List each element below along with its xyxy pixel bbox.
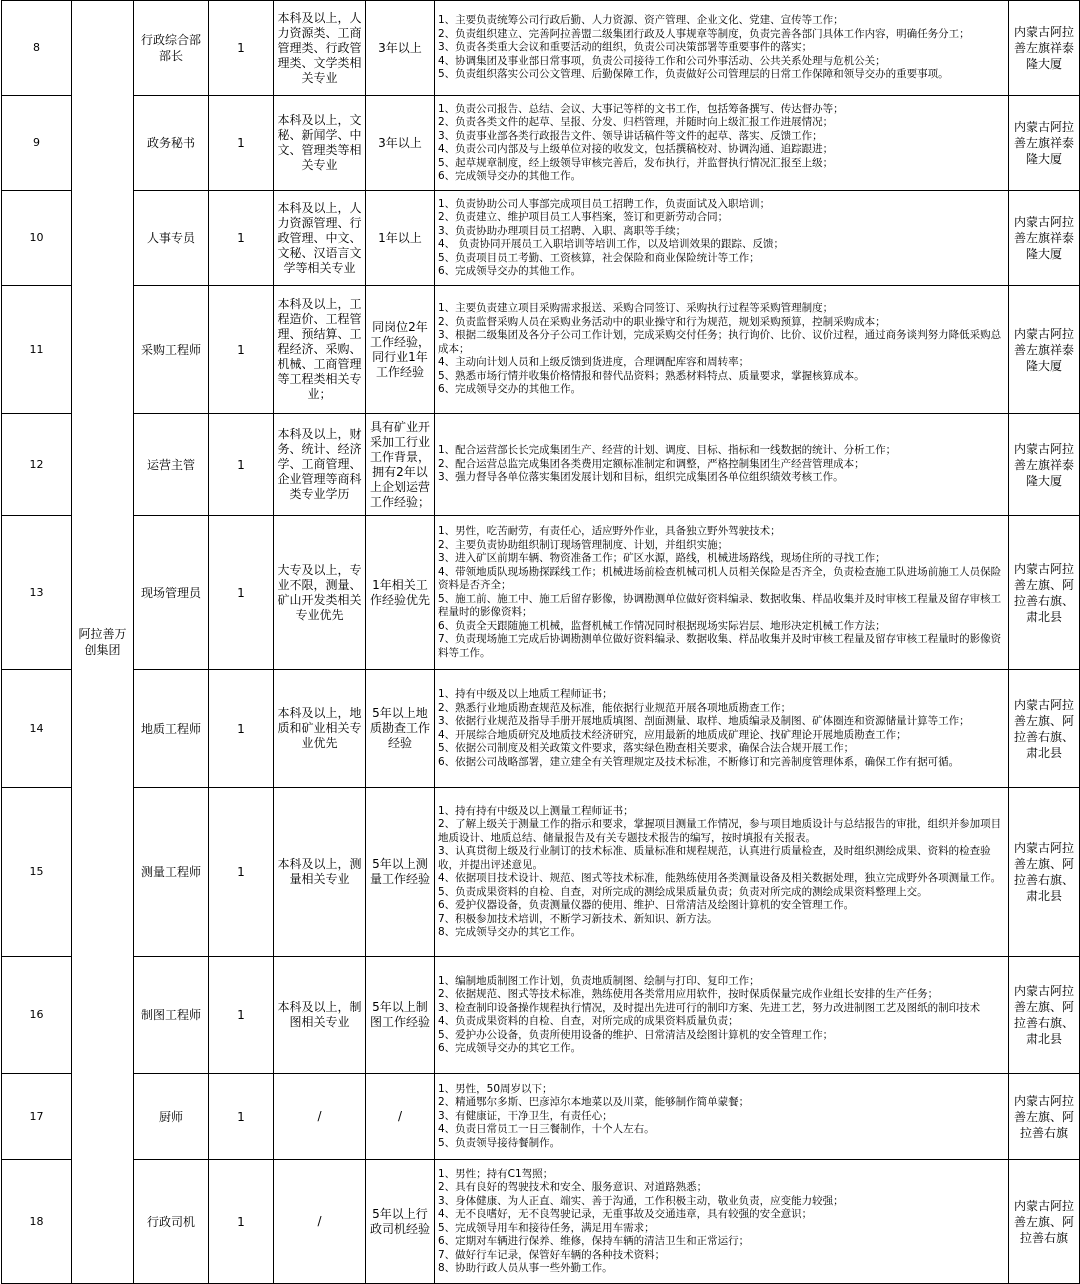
- experience-requirement: 5年以上行政司机经验: [366, 1160, 435, 1284]
- education-requirement: /: [274, 1074, 366, 1160]
- duty-item: 4、负责成果资料的自检、自查，对所完成的成果资料质量负责；: [438, 1015, 739, 1027]
- experience-requirement: 具有矿业开采加工行业工作背景，拥有2年以上企划运营工作经验；: [366, 414, 435, 516]
- row-number: 14: [2, 670, 72, 788]
- duty-item: 1、配合运营部长长完成集团生产、经营的计划、调度、目标、指标和一线数据的统计、分析工作；: [438, 444, 897, 457]
- education-requirement: 本科及以上，测量相关专业: [274, 788, 366, 957]
- duty-item: 1、男性；持有C1驾照；: [438, 1167, 554, 1180]
- position-name: 厨师: [134, 1074, 209, 1160]
- work-location: 内蒙古阿拉善左旗祥泰隆大厦: [1009, 191, 1080, 286]
- duty-list: [435, 957, 1009, 1074]
- duty-item: 3、有健康证，干净卫生，有责任心；: [438, 1109, 613, 1122]
- row-number: 8: [2, 1, 72, 96]
- duty-item: 3、身体健康、为人正直、端实、善于沟通，工作积极主动，敬业负责，应变能力较强；: [438, 1194, 844, 1207]
- duty-item: 2、配合运营总监完成集团各类费用定额标准制定和调整，严格控制集团生产经营管理成本；: [438, 457, 865, 470]
- duty-item: 7、积极参加技术培训，不断学习新技术、新知识、新方法。: [438, 912, 718, 925]
- duty-item: 3、依据行业规范及指导手册开展地质填图、剖面测量、取样、地质编录及制图、矿体圈连和资源储量计算等工作；: [438, 715, 970, 727]
- table-body: [2, 1, 1080, 1284]
- duty-item: 1、负责公司报告、总结、会议、大事记等样的文书工作，包括筹备撰写、传达督办等；: [438, 102, 844, 115]
- experience-requirement: 5年以上测量工作经验: [366, 788, 435, 957]
- row-number: 16: [2, 957, 72, 1074]
- duty-item: 4、主动向计划人员和上级反馈到货进度，合理调配库容和周转率；: [438, 356, 750, 369]
- education-requirement: 本科及以上，地质和矿业相关专业优先: [274, 670, 366, 788]
- duty-item: 4、协调集团及事业部日常事项，负责公司接待工作和公司外事活动、公共关系处理与危机公关；: [438, 54, 886, 67]
- experience-requirement: 3年以上: [366, 96, 435, 191]
- table-row: [2, 286, 1080, 414]
- duty-list: [435, 788, 1009, 957]
- duty-item: 3、认真贯彻上级及行业制订的技术标准、质量标准和规程规范，认真进行质量检查，及时组织测绘成果、资料的检查验收，并提出评述意见。: [438, 845, 991, 871]
- duty-item: 2、具有良好的驾驶技术和安全、服务意识、对道路熟悉；: [438, 1181, 708, 1193]
- headcount: 1: [209, 1160, 274, 1284]
- position-name: 采购工程师: [134, 286, 209, 414]
- duty-item: 4、带领地质队现场勘探踩线工作；机械进场前检查机械司机人员相关保险是否齐全，负责检查施工队进场前施工人员保险资料是否齐全；: [438, 565, 1002, 591]
- duty-item: 1、负责协助公司人事部完成项目员工招聘工作，负责面试及入职培训；: [438, 197, 771, 210]
- duty-item: 3、负责事业部各类行政报告文件、领导讲话稿件等文件的起草、落实、反馈工作；: [438, 129, 823, 142]
- duty-item: 2、负责组织建立、完善阿拉善盟二级集团行政及人事规章等制度，负责完善各部门具体工作内容，明确任务分工；: [438, 27, 970, 40]
- duty-item: 3、强力督导各单位落实集团发展计划和目标，组织完成集团各单位组织绩效考核工作。: [438, 471, 844, 484]
- row-number: 11: [2, 286, 72, 414]
- table-row: [2, 516, 1080, 670]
- table-row: [2, 670, 1080, 788]
- experience-requirement: 3年以上: [366, 1, 435, 96]
- row-number: 13: [2, 516, 72, 670]
- work-location: 内蒙古阿拉善左旗祥泰隆大厦: [1009, 414, 1080, 516]
- duty-item: 4、依据项目技术设计、规范、图式等技术标准，能熟练使用各类测量设备及相关数据处理，独立完成野外各项测量工作。: [438, 872, 1002, 884]
- experience-requirement: 1年以上: [366, 191, 435, 286]
- position-name: 政务秘书: [134, 96, 209, 191]
- duty-item: 7、负责现场施工完成后协调勘测单位做好资料编录、数据收集、样品收集并及时审核工程量及留存审核工程量时的影像资料等工作。: [438, 633, 1002, 659]
- duty-item: 5、熟悉市场行情并收集价格情报和替代品资料；熟悉材料特点、质量要求，掌握核算成本。: [438, 369, 865, 382]
- education-requirement: 大专及以上，专业不限，测量、矿山开发类相关专业优先: [274, 516, 366, 670]
- work-location: 内蒙古阿拉善左旗祥泰隆大厦: [1009, 1, 1080, 96]
- table-row: [2, 96, 1080, 191]
- duty-item: 2、负责各类文件的起草、呈报、分发、归档管理，并随时向上级汇报工作进展情况；: [438, 116, 834, 128]
- experience-requirement: 同岗位2年工作经验，同行业1年工作经验: [366, 286, 435, 414]
- headcount: 1: [209, 1, 274, 96]
- duty-item: 2、熟悉行业地质勘查规范及标准，能依据行业规范开展各项地质勘查工作；: [438, 701, 792, 714]
- table-row: [2, 191, 1080, 286]
- row-number: 18: [2, 1160, 72, 1284]
- duty-item: 7、做好行车记录，保管好车辆的各种技术资料；: [438, 1248, 666, 1261]
- headcount: 1: [209, 96, 274, 191]
- education-requirement: 本科及以上，人力资源管理、行政管理、中文、文秘、汉语言文学等相关专业: [274, 191, 366, 286]
- duty-item: 3、检查制印设备操作规程执行情况，及时提出先进可行的制印方案、先进工艺，努力改进制图工艺及图纸的制印技术: [438, 1001, 981, 1014]
- education-requirement: 本科及以上，财务、统计、经济学、工商管理、企业管理等商科类专业学历: [274, 414, 366, 516]
- duty-list: [435, 670, 1009, 788]
- headcount: 1: [209, 414, 274, 516]
- row-number: 10: [2, 191, 72, 286]
- duty-item: 2、主要负责协助组织制订现场管理制度、计划，并组织实施；: [438, 538, 729, 551]
- headcount: 1: [209, 957, 274, 1074]
- duty-list: [435, 1160, 1009, 1284]
- duty-item: 2、精通鄂尔多斯、巴彦淖尔本地菜以及川菜，能够制作简单蒙餐；: [438, 1096, 750, 1109]
- table-row: [2, 1160, 1080, 1284]
- education-requirement: /: [274, 1160, 366, 1284]
- duty-item: 8、协助行政人员从事一些外勤工作。: [438, 1262, 613, 1274]
- table-row: [2, 1074, 1080, 1160]
- duty-item: 4、 负责协同开展员工入职培训等培训工作，以及培训效果的跟踪、反馈；: [438, 238, 785, 250]
- row-number: 15: [2, 788, 72, 957]
- education-requirement: 本科及以上，工程造价、工程管理、预结算、工程经济、采购、机械、工商管理等工程类相关专业；: [274, 286, 366, 414]
- work-location: 内蒙古阿拉善左旗、阿拉善右旗: [1009, 1074, 1080, 1160]
- work-location: 内蒙古阿拉善左旗祥泰隆大厦: [1009, 286, 1080, 414]
- duty-item: 3、根据二级集团及各分子公司工作计划，完成采购交付任务；执行询价、比价、议价过程，通过商务谈判努力降低采购总成本；: [438, 329, 1002, 355]
- duty-item: 5、爱护办公设备，负责所使用设备的维护、日常清洁及绘图计算机的安全管理工作；: [438, 1028, 834, 1041]
- recruitment-table: [1, 0, 1080, 1284]
- row-number: 12: [2, 414, 72, 516]
- duty-item: 1、男性，吃苦耐劳，有责任心，适应野外作业，具备独立野外驾驶技术；: [438, 525, 781, 537]
- duty-item: 6、定期对车辆进行保养、维修，保持车辆的清洁卫生和正常运行；: [438, 1235, 750, 1247]
- duty-list: [435, 286, 1009, 414]
- duty-item: 3、负责各类重大会议和重要活动的组织，负责公司决策部署等重要事件的落实；: [438, 41, 813, 54]
- duty-item: 6、完成领导交办的其它工作。: [438, 1042, 582, 1054]
- duty-item: 8、完成领导交办的其它工作。: [438, 926, 582, 938]
- duty-item: 1、编制地质制图工作计划，负责地质制图、绘制与打印、复印工作；: [438, 974, 760, 987]
- work-location: 内蒙古阿拉善左旗、阿拉善右旗、肃北县: [1009, 516, 1080, 670]
- duty-list: [435, 96, 1009, 191]
- duty-item: 6、爱护仪器设备，负责测量仪器的使用、维护、日常清洁及绘图计算机的安全管理工作。: [438, 899, 855, 911]
- position-name: 测量工程师: [134, 788, 209, 957]
- duty-item: 2、负责建立、维护项目员工人事档案，签订和更新劳动合同；: [438, 211, 729, 223]
- duty-list: [435, 414, 1009, 516]
- table-row: [2, 788, 1080, 957]
- duty-item: 4、负责公司内部及与上级单位对接的收发文，包括撰稿校对、协调沟通、追踪跟进；: [438, 143, 834, 155]
- duty-item: 3、进入矿区前期车辆、物资准备工作；矿区水源，路线，机械进场路线，现场住所的寻找工作；: [438, 552, 886, 564]
- headcount: 1: [209, 670, 274, 788]
- duty-item: 1、持有中级及以上地质工程师证书；: [438, 688, 613, 700]
- experience-requirement: 5年以上制图工作经验: [366, 957, 435, 1074]
- work-location: 内蒙古阿拉善左旗、阿拉善右旗、肃北县: [1009, 670, 1080, 788]
- education-requirement: 本科及以上，人力资源类、工商管理类、行政管理类、文学类相关专业: [274, 1, 366, 96]
- work-location: 内蒙古阿拉善左旗、阿拉善右旗、肃北县: [1009, 957, 1080, 1074]
- duty-item: 2、了解上级关于测量工作的指示和要求，掌握项目测量工作情况，参与项目地质设计与总结报告的审批，组织并参加项目地质设计、地质总结、储量报告及有关专题技术报告的编写，按时填报有关报表。: [438, 818, 1002, 844]
- table-row: [2, 957, 1080, 1074]
- duty-list: [435, 191, 1009, 286]
- position-name: 行政司机: [134, 1160, 209, 1284]
- duty-item: 5、负责组织落实公司公文管理、后勤保障工作，负责做好公司管理层的日常工作保障和领导交办的重要事项。: [438, 68, 949, 81]
- experience-requirement: 1年相关工作经验优先: [366, 516, 435, 670]
- position-name: 制图工程师: [134, 957, 209, 1074]
- position-name: 行政综合部部长: [134, 1, 209, 96]
- duty-item: 6、完成领导交办的其他工作。: [438, 265, 582, 277]
- duty-item: 6、依据公司战略部署，建立建全有关管理规定及技术标准，不断修订和完善制度管理体系，确保工作有据可循。: [438, 755, 960, 768]
- table-row: [2, 414, 1080, 516]
- duty-item: 4、无不良嗜好，无不良驾驶记录，无重事故及交通违章，具有较强的安全意识；: [438, 1208, 813, 1220]
- headcount: 1: [209, 191, 274, 286]
- duty-item: 4、负责日常员工一日三餐制作，十个人左右。: [438, 1123, 655, 1136]
- position-name: 现场管理员: [134, 516, 209, 670]
- education-requirement: 本科及以上，制图相关专业: [274, 957, 366, 1074]
- duty-item: 5、负责成果资料的自检、自查，对所完成的测绘成果质量负责；负责对所完成的测绘成果资料整理上交。: [438, 885, 928, 898]
- education-requirement: 本科及以上，文秘、新闻学、中文、管理类等相关专业: [274, 96, 366, 191]
- duty-item: 6、负责全天跟随施工机械，监督机械工作情况同时根据现场实际岩层、地形决定机械工作方法；: [438, 619, 886, 632]
- duty-item: 6、完成领导交办的其他工作。: [438, 383, 582, 396]
- duty-item: 5、完成领导用车和接待任务，满足用车需求；: [438, 1221, 655, 1234]
- duty-item: 1、主要负责统筹公司行政后勤、人力资源、资产管理、企业文化、党建、宣传等工作；: [438, 14, 844, 27]
- headcount: 1: [209, 516, 274, 670]
- row-number: 9: [2, 96, 72, 191]
- duty-item: 2、负责监督采购人员在采购业务活动中的职业操守和行为规范，规划采购预算，控制采购成本；: [438, 315, 886, 328]
- headcount: 1: [209, 1074, 274, 1160]
- headcount: 1: [209, 286, 274, 414]
- duty-item: 5、施工前、施工中、施工后留存影像，协调勘测单位做好资料编录、数据收集、样品收集并及时审核工程量及留存审核工程量时的影像资料；: [438, 592, 1002, 618]
- duty-item: 1、持有持有中级及以上测量工程师证书；: [438, 804, 634, 817]
- duty-item: 3、负责协助办理项目员工招聘、入职、离职等手续；: [438, 224, 687, 237]
- work-location: 内蒙古阿拉善左旗祥泰隆大厦: [1009, 96, 1080, 191]
- group-name: 阿拉善万创集团: [72, 1, 134, 1284]
- duty-item: 1、男性，50周岁以下；: [438, 1082, 553, 1095]
- duty-list: [435, 1, 1009, 96]
- duty-item: 2、依据规范、图式等技术标准，熟练使用各类常用应用软件，按时保质保量完成作业组长安排的生产任务；: [438, 988, 939, 1000]
- experience-requirement: 5年以上地质勘查工作经验: [366, 670, 435, 788]
- table-row: [2, 1, 1080, 96]
- position-name: 地质工程师: [134, 670, 209, 788]
- duty-item: 4、开展综合地质研究及地质技术经济研究，应用最新的地质成矿理论、找矿理论开展地质勘查工作；: [438, 728, 907, 741]
- experience-requirement: /: [366, 1074, 435, 1160]
- position-name: 运营主管: [134, 414, 209, 516]
- duty-item: 5、起草规章制度，经上级领导审核完善后，发布执行，并监督执行情况汇报至上级；: [438, 156, 834, 169]
- duty-list: [435, 1074, 1009, 1160]
- duty-item: 6、完成领导交办的其他工作。: [438, 170, 582, 182]
- duty-item: 5、负责领导接待餐制作。: [438, 1136, 561, 1149]
- duty-list: [435, 516, 1009, 670]
- duty-item: 5、负责项目员工考勤、工资核算，社会保险和商业保险统计等工作；: [438, 251, 760, 264]
- work-location: 内蒙古阿拉善左旗、阿拉善右旗、肃北县: [1009, 788, 1080, 957]
- work-location: 内蒙古阿拉善左旗、阿拉善右旗: [1009, 1160, 1080, 1284]
- position-name: 人事专员: [134, 191, 209, 286]
- row-number: 17: [2, 1074, 72, 1160]
- duty-item: 1、主要负责建立项目采购需求报送、采购合同签订、采购执行过程等采购管理制度；: [438, 302, 834, 315]
- duty-item: 5、依据公司制度及相关政策文件要求，落实绿色勘查相关要求，确保合法合规开展工作；: [438, 742, 855, 754]
- headcount: 1: [209, 788, 274, 957]
